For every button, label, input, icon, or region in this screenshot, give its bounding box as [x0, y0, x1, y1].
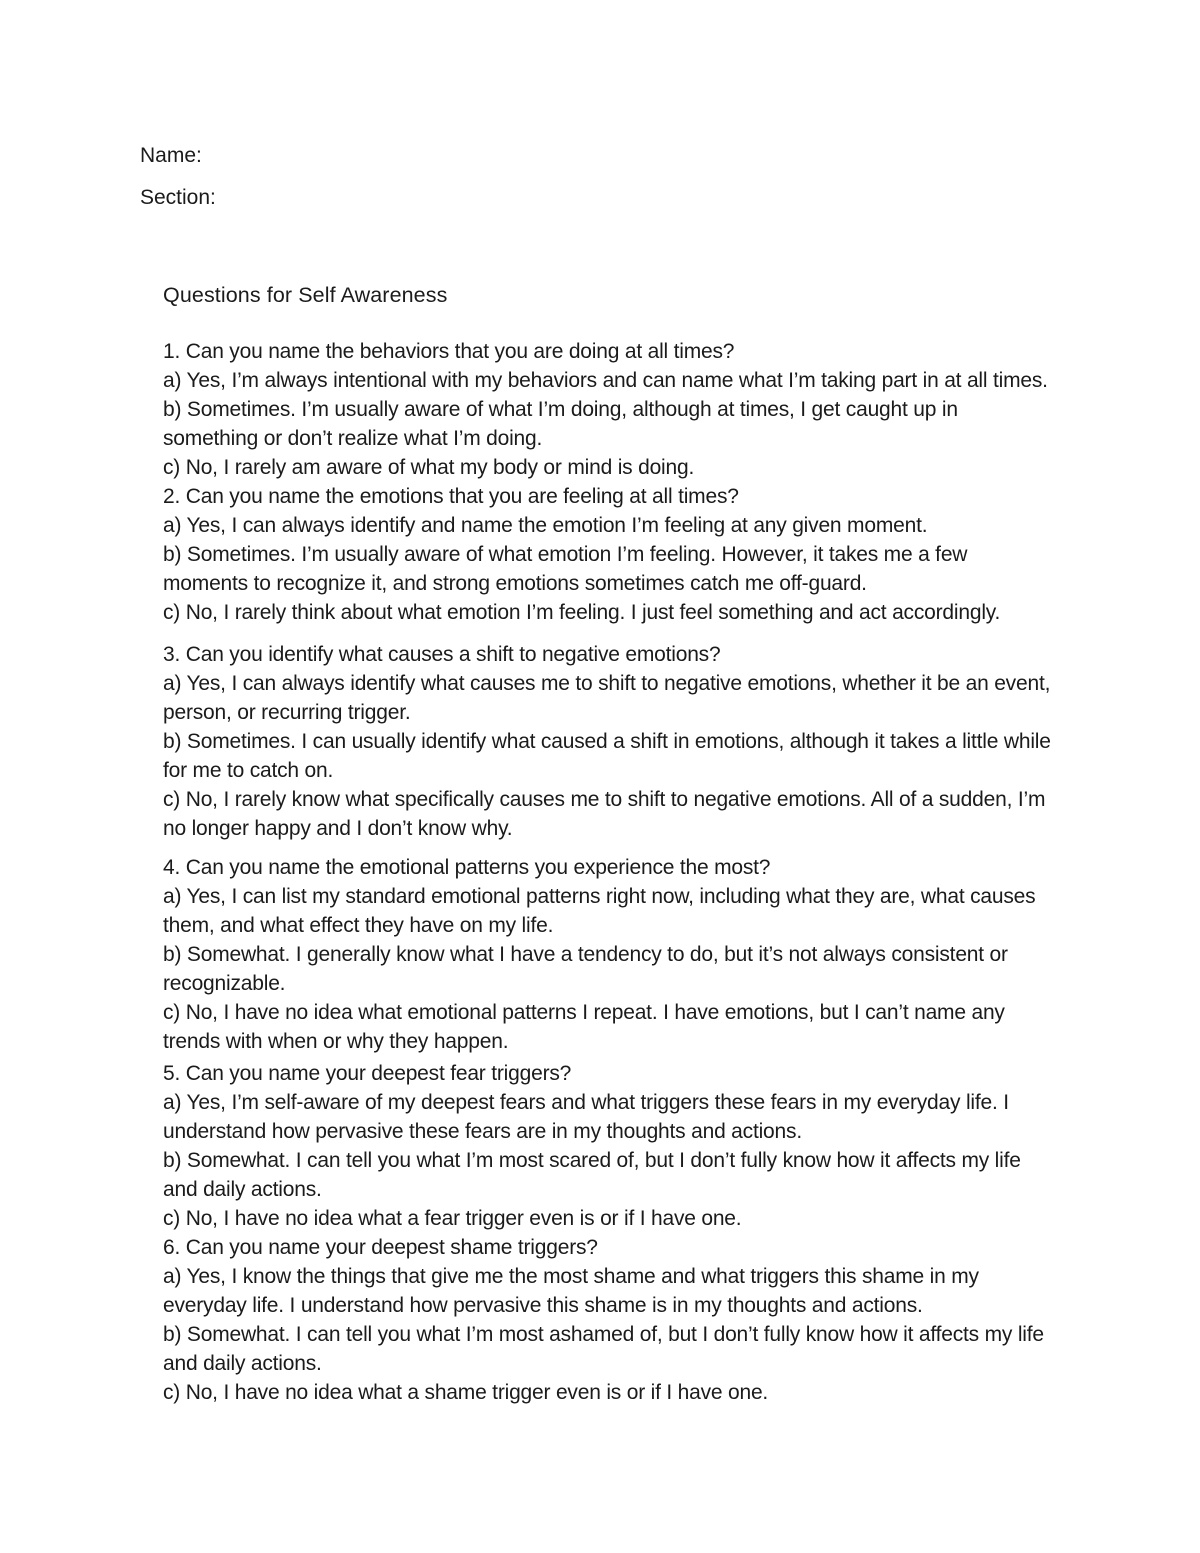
question-option-b: b) Somewhat. I generally know what I have a tendency to do, but it’s not always consistent or recognizable. — [163, 943, 1008, 995]
document-meta — [140, 142, 1050, 212]
question-option-b: b) Sometimes. I’m usually aware of what I’m doing, although at times, I get caught up in something or don’t realize what I’m doing. — [163, 398, 958, 450]
question-option-a: a) Yes, I can list my standard emotional patterns right now, including what they are, what causes them, and what effect they have on my life. — [163, 885, 1036, 937]
question-text: 1. Can you name the behaviors that you are doing at all times? — [163, 340, 735, 363]
question-option-a: a) Yes, I know the things that give me the most shame and what triggers this shame in my everyday life. I understand how pervasive this shame is in my thoughts and actions. — [163, 1265, 979, 1317]
question-option-b: b) Sometimes. I’m usually aware of what emotion I’m feeling. However, it takes me a few moments to recognize it, and strong emotions sometimes catch me off-guard. — [163, 543, 968, 595]
question-option-c: c) No, I rarely think about what emotion I’m feeling. I just feel something and act accordingly. — [163, 601, 1001, 624]
question-item-1 — [163, 337, 1051, 482]
question-option-c: c) No, I have no idea what a fear trigger even is or if I have one. — [163, 1207, 742, 1230]
question-option-b: b) Somewhat. I can tell you what I’m most ashamed of, but I don’t fully know how it affects my life and daily actions. — [163, 1323, 1044, 1375]
page-title: Questions for Self Awareness — [163, 283, 448, 307]
question-option-a: a) Yes, I’m self-aware of my deepest fears and what triggers these fears in my everyday life. I understand how pervasive these fears are in my thoughts and actions. — [163, 1091, 1009, 1143]
question-item-3 — [163, 640, 1051, 843]
question-text: 6. Can you name your deepest shame triggers? — [163, 1236, 598, 1259]
question-item-4 — [163, 853, 1051, 1056]
question-option-b: b) Sometimes. I can usually identify what caused a shift in emotions, although it takes a little while for me to catch on. — [163, 730, 1051, 782]
question-option-a: a) Yes, I can always identify and name the emotion I’m feeling at any given moment. — [163, 514, 928, 537]
question-item-2 — [163, 482, 1051, 627]
question-item-6 — [163, 1233, 1051, 1407]
question-option-c: c) No, I have no idea what emotional patterns I repeat. I have emotions, but I can’t name any trends with when or why they happen. — [163, 1001, 1005, 1053]
question-option-b: b) Somewhat. I can tell you what I’m most scared of, but I don’t fully know how it affects my life and daily actions. — [163, 1149, 1021, 1201]
question-option-c: c) No, I rarely am aware of what my body or mind is doing. — [163, 456, 695, 479]
name-label: Name: — [140, 144, 202, 167]
question-text: 3. Can you identify what causes a shift to negative emotions? — [163, 643, 721, 666]
question-option-a: a) Yes, I’m always intentional with my behaviors and can name what I’m taking part in at all times. — [163, 369, 1048, 392]
question-option-c: c) No, I rarely know what specifically causes me to shift to negative emotions. All of a sudden, I’m no longer happy and I don’t know why. — [163, 788, 1046, 840]
question-text: 5. Can you name your deepest fear triggers? — [163, 1062, 572, 1085]
question-text: 2. Can you name the emotions that you are feeling at all times? — [163, 485, 739, 508]
question-item-5 — [163, 1059, 1051, 1233]
questions-list — [163, 337, 1051, 1407]
question-option-c: c) No, I have no idea what a shame trigger even is or if I have one. — [163, 1381, 769, 1404]
section-label: Section: — [140, 186, 216, 209]
question-text: 4. Can you name the emotional patterns you experience the most? — [163, 856, 771, 879]
question-option-a: a) Yes, I can always identify what causes me to shift to negative emotions, whether it be an event, person, or recurring trigger. — [163, 672, 1051, 724]
